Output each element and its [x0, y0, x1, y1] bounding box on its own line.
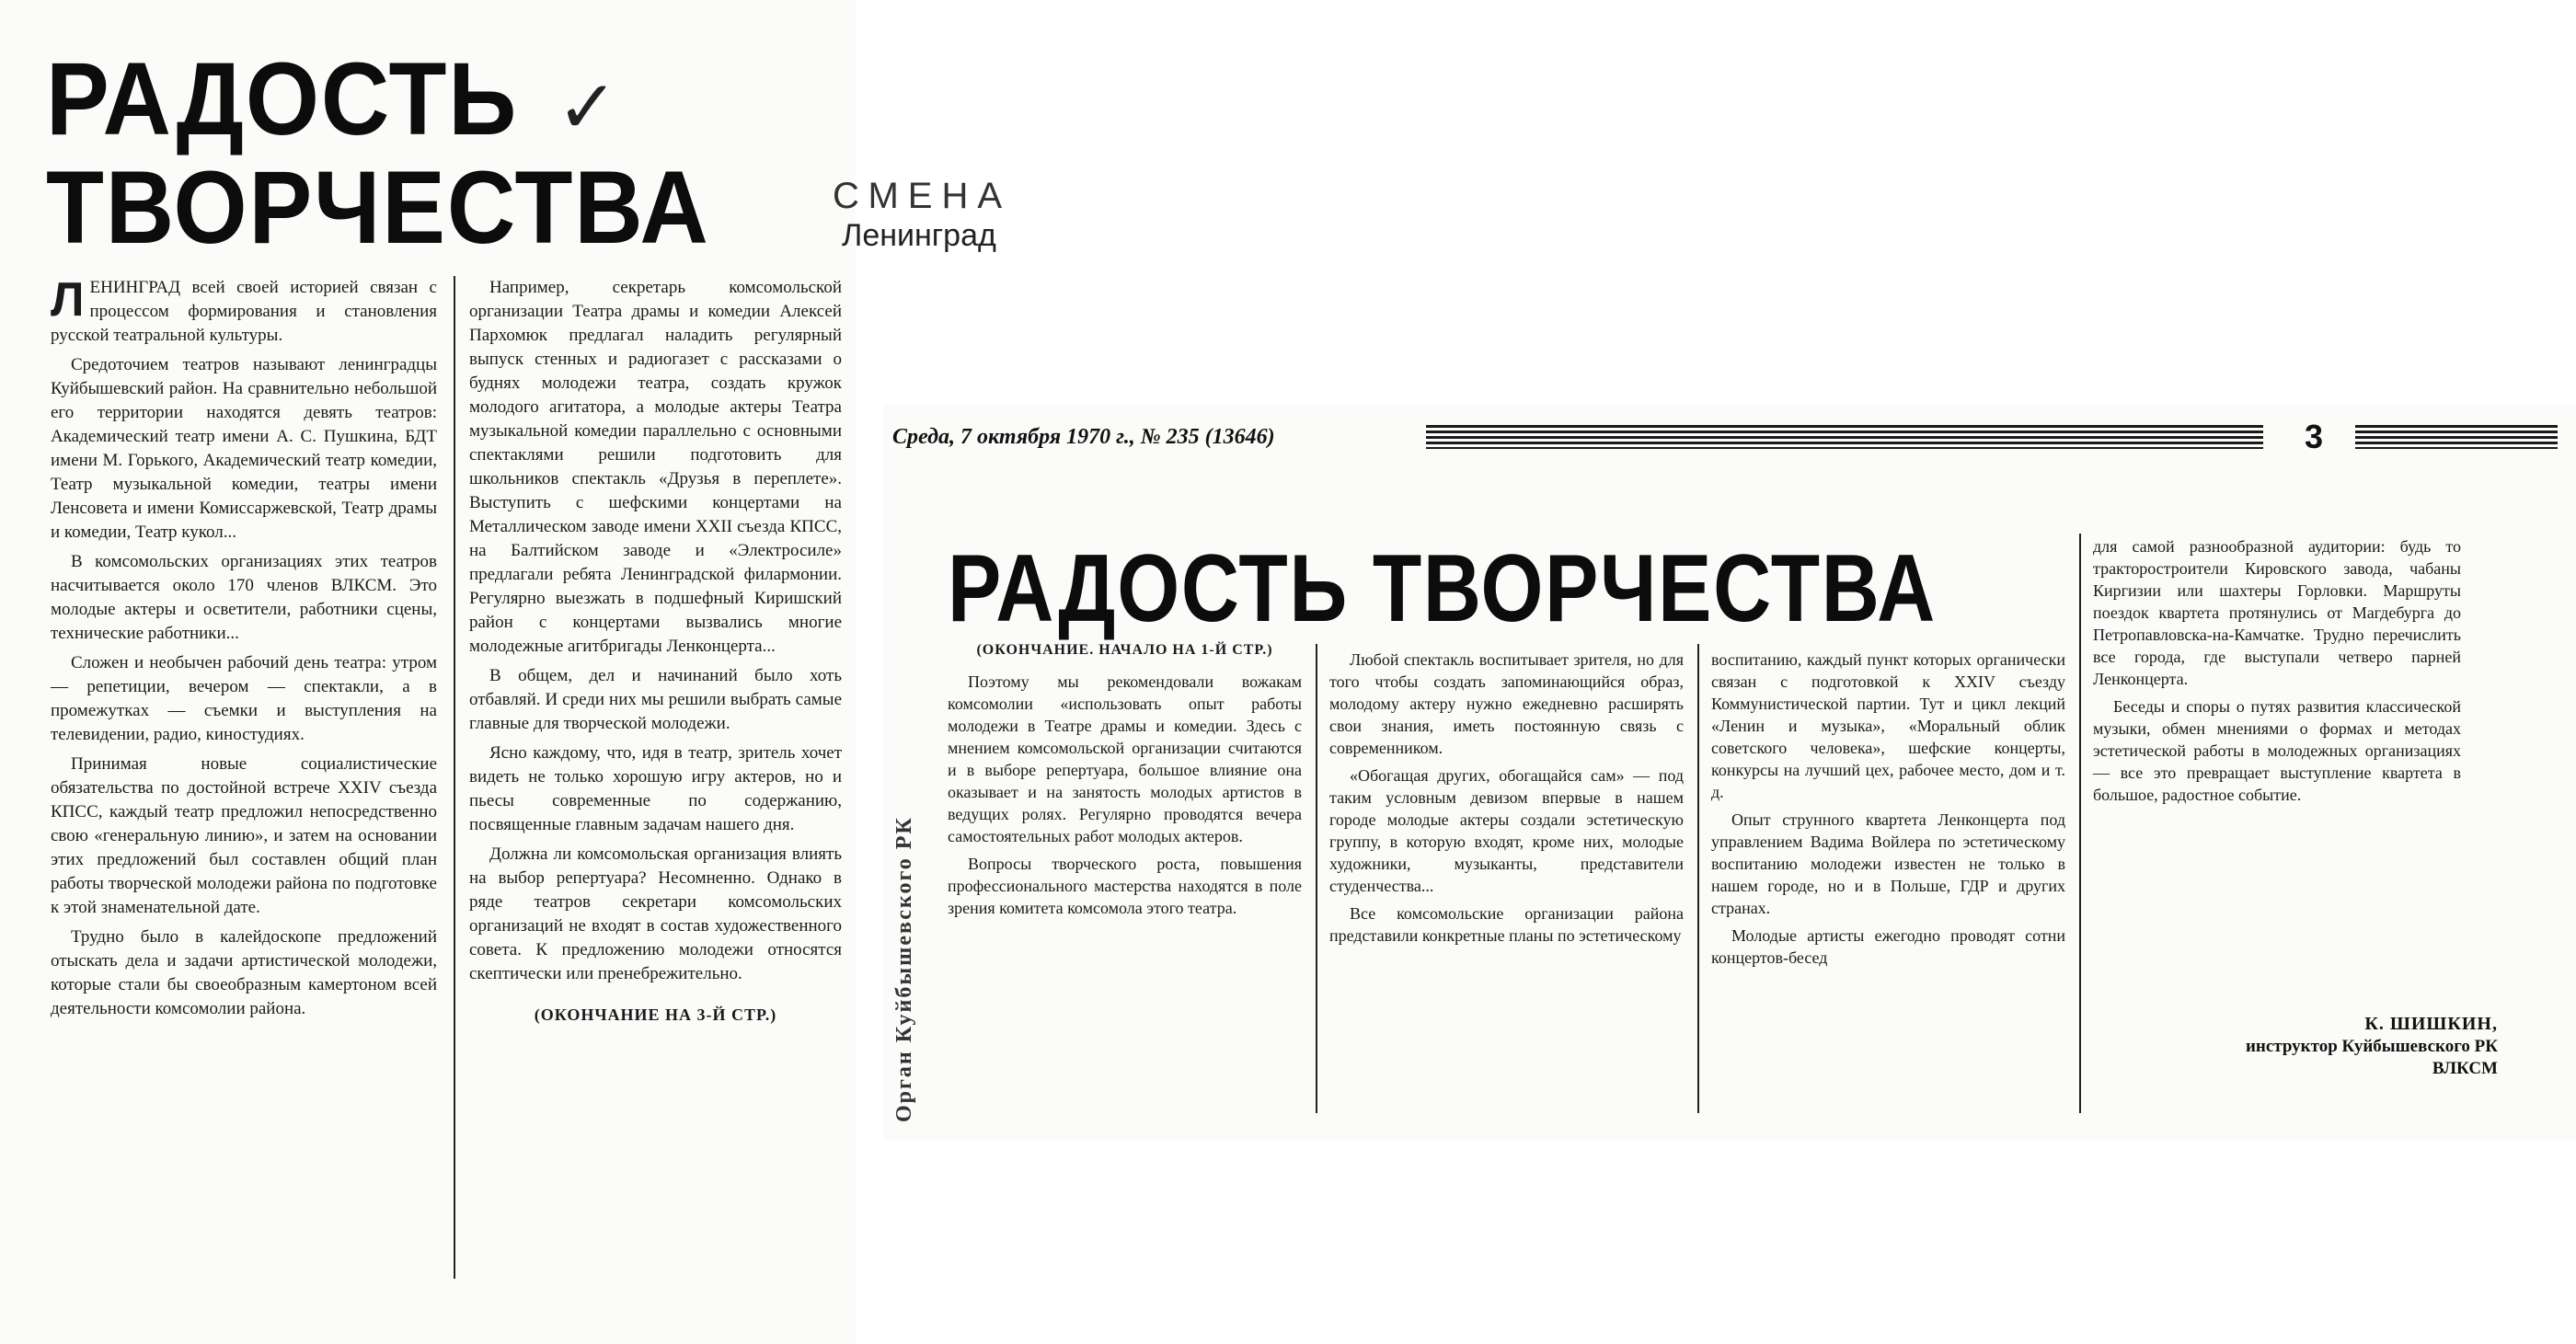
- author-signature: [2231, 1012, 2498, 1080]
- column-divider: [454, 276, 455, 1279]
- paragraph: Трудно было в калейдоскопе предложений отыскать дела и задачи артистической молодежи, которые стали бы своеобразным камертоном всей деятельности комсомолии района.: [51, 927, 437, 1018]
- column-divider: [1316, 644, 1317, 1113]
- source-name: СМЕНА: [833, 176, 1012, 216]
- column-divider: [2079, 534, 2081, 1113]
- column-divider: [1697, 644, 1699, 1113]
- source-masthead-text: [833, 175, 1011, 254]
- paragraph: В комсомольских организациях этих театров насчитывается около 170 членов ВЛКСМ. Это молодые актеры и осветители, работники сцены, технические работники...: [51, 552, 437, 643]
- article-column-2: [1329, 649, 1684, 952]
- paragraph: Любой спектакль воспитывает зрителя, но для того чтобы создать запоминающийся образ, молодому актеру нужно ежедневно расширять свои знания, иметь постоянную связь с современником.: [1329, 650, 1684, 757]
- author-name: К. ШИШКИН,: [2364, 1014, 2498, 1034]
- article-column-2: [469, 276, 842, 1032]
- paragraph: В общем, дел и начинаний было хоть отбавляй. И среди них мы решили выбрать самые главные для творческой молодежи.: [469, 666, 842, 733]
- continuation-note: (ОКОНЧАНИЕ НА 3-Й СТР.): [534, 1005, 777, 1024]
- paragraph: «Обогащая других, обогащайся сам» — под таким условным девизом впервые в нашем городе молодые актеры создали эстетическую группу, в которую входят, кроме них, молодые художники, музыканты, представители студенчества...: [1329, 766, 1684, 895]
- masthead-rule: [2355, 425, 2558, 449]
- paragraph: Например, секретарь комсомольской организации Театра драмы и комедии Алексей Пархомюк предлагал наладить регулярный выпуск стенных и радиогазет с рассказами о буднях молодежи театра, создать кружок молодого агитатора, а молодые актеры Театра музыкальной комедии параллельно с основными спектаклями решили подготовить для школьников спектакль «Друзья в переплете». Выступить с шефскими концертами на Металлическом заводе имени XXII съезда КПСС, на Балтийском заводе и «Электросиле» предлагали ребята Ленинградской филармонии. Регулярно выезжать в подшефный Киришский район с концертами вызвались многие молодежные агитбригады Ленконцерта...: [469, 278, 842, 656]
- paragraph: ЕНИНГРАД всей своей историей связан с процессом формирования и становления русской театральной культуры.: [51, 278, 437, 345]
- source-city: Ленинград: [842, 218, 996, 253]
- paragraph: для самой разнообразной аудитории: будь то тракторостроители Кировского завода, чабаны Киргизии или шахтеры Горловки. Маршруты поездок квартета протянулись от Магдебурга до Петропавловска-на-Камчатке. Трудно перечислить все города, где выступали четверо парней Ленконцерта.: [2093, 537, 2461, 688]
- paragraph: Должна ли комсомольская организация влиять на выбор репертуара? Несомненно. Однако в ряде театров секретари комсомольских организаций не входят в состав художественного совета. К предложению молодежи относятся скептически или пренебрежительно.: [469, 844, 842, 983]
- headline: РАДОСТЬ ТВОРЧЕСТВА: [948, 535, 1937, 642]
- paragraph: Беседы и споры о путях развития классической музыки, обмен мнениями о формах и методах эстетической работы в молодежных организациях — все это превращает выступление квартета в большое, радостное событие.: [2093, 697, 2461, 804]
- paragraph: Вопросы творческого роста, повышения профессионального мастерства находятся в поле зрения комитета комсомола этого театра.: [948, 855, 1302, 917]
- article-column-3: [1711, 649, 2065, 974]
- page-number: 3: [2305, 418, 2324, 455]
- paragraph: Опыт струнного квартета Ленконцерта под управлением Вадима Войлера по эстетическому воспитанию молодежи известен не только в нашем городе, но и в Польше, ГДР и других странах.: [1711, 810, 2065, 917]
- check-mark-icon: ✓: [557, 64, 619, 150]
- dateline: Среда, 7 октября 1970 г., № 235 (13646): [892, 425, 1275, 449]
- headline-line-2: ТВОРЧЕСТВА: [46, 150, 710, 265]
- vertical-organ-label: Орган Куйбышевского РК: [892, 816, 916, 1122]
- newspaper-clipping-2: [883, 405, 2576, 1141]
- paragraph: Сложен и необычен рабочий день театра: утром — репетиции, вечером — спектакли, а в промежутках — съемки и выступления на телевидении, радио, киностудиях.: [51, 653, 437, 744]
- masthead-rule: [1426, 425, 2263, 449]
- article-column-1: [51, 273, 437, 1027]
- paragraph: Ясно каждому, что, идя в театр, зритель хочет видеть не только хорошую игру актеров, но и пьесы современные по содержанию, посвященные главным задачам нашего дня.: [469, 743, 842, 834]
- continuation-intro: (ОКОНЧАНИЕ. НАЧАЛО НА 1-Й СТР.): [976, 642, 1273, 658]
- paragraph: воспитанию, каждый пункт которых органически связан с подготовкой к XXIV съезду Коммунистической партии. Тут и цикл лекций «Ленин и музыка», «Моральный облик советского человека», шефские концерты, конкурсы на лучший цех, рабочее место, дом и т. д.: [1711, 650, 2065, 801]
- paragraph: Все комсомольские организации района представили конкретные планы по эстетическому: [1329, 904, 1684, 945]
- newspaper-clipping-1: [0, 0, 856, 1344]
- headline-line-1: РАДОСТЬ: [46, 41, 519, 156]
- dropcap-letter: Л: [51, 273, 85, 327]
- paragraph: Молодые артисты ежегодно проводят сотни концертов-бесед: [1711, 926, 2065, 967]
- paragraph: Принимая новые социалистические обязательства по достойной встрече XXIV съезда КПСС, каждый театр предложил непосредственно свою «генеральную линию», и затем на основании этих предложений был составлен общий план работы творческой молодежи района по подготовке к этой знаменательной дате.: [51, 754, 437, 917]
- author-role: инструктор Куйбышевского РК ВЛКСМ: [2245, 1037, 2498, 1078]
- paragraph: Средоточием театров называют ленинградцы Куйбышевский район. На сравнительно небольшой его территории находятся девять театров: Академический театр имени А. С. Пушкина, БДТ имени М. Горького, Академический театр комедии, Театр музыкальной комедии, театры имени Ленсовета и имени Комиссаржевской, Театр драмы и комедии, Театр кукол...: [51, 355, 437, 542]
- paragraph: Поэтому мы рекомендовали вожакам комсомолии «использовать опыт работы молодежи в Театре драмы и комедии. Здесь с мнением комсомольской организации считаются и в выборе репертуара, большое влияние она оказывает и на занятость молодых артистов в ведущих ролях. Регулярно проводятся вечера самостоятельных работ молодых актеров.: [948, 672, 1302, 845]
- article-column-4: [2093, 535, 2461, 811]
- article-column-1: [948, 639, 1302, 925]
